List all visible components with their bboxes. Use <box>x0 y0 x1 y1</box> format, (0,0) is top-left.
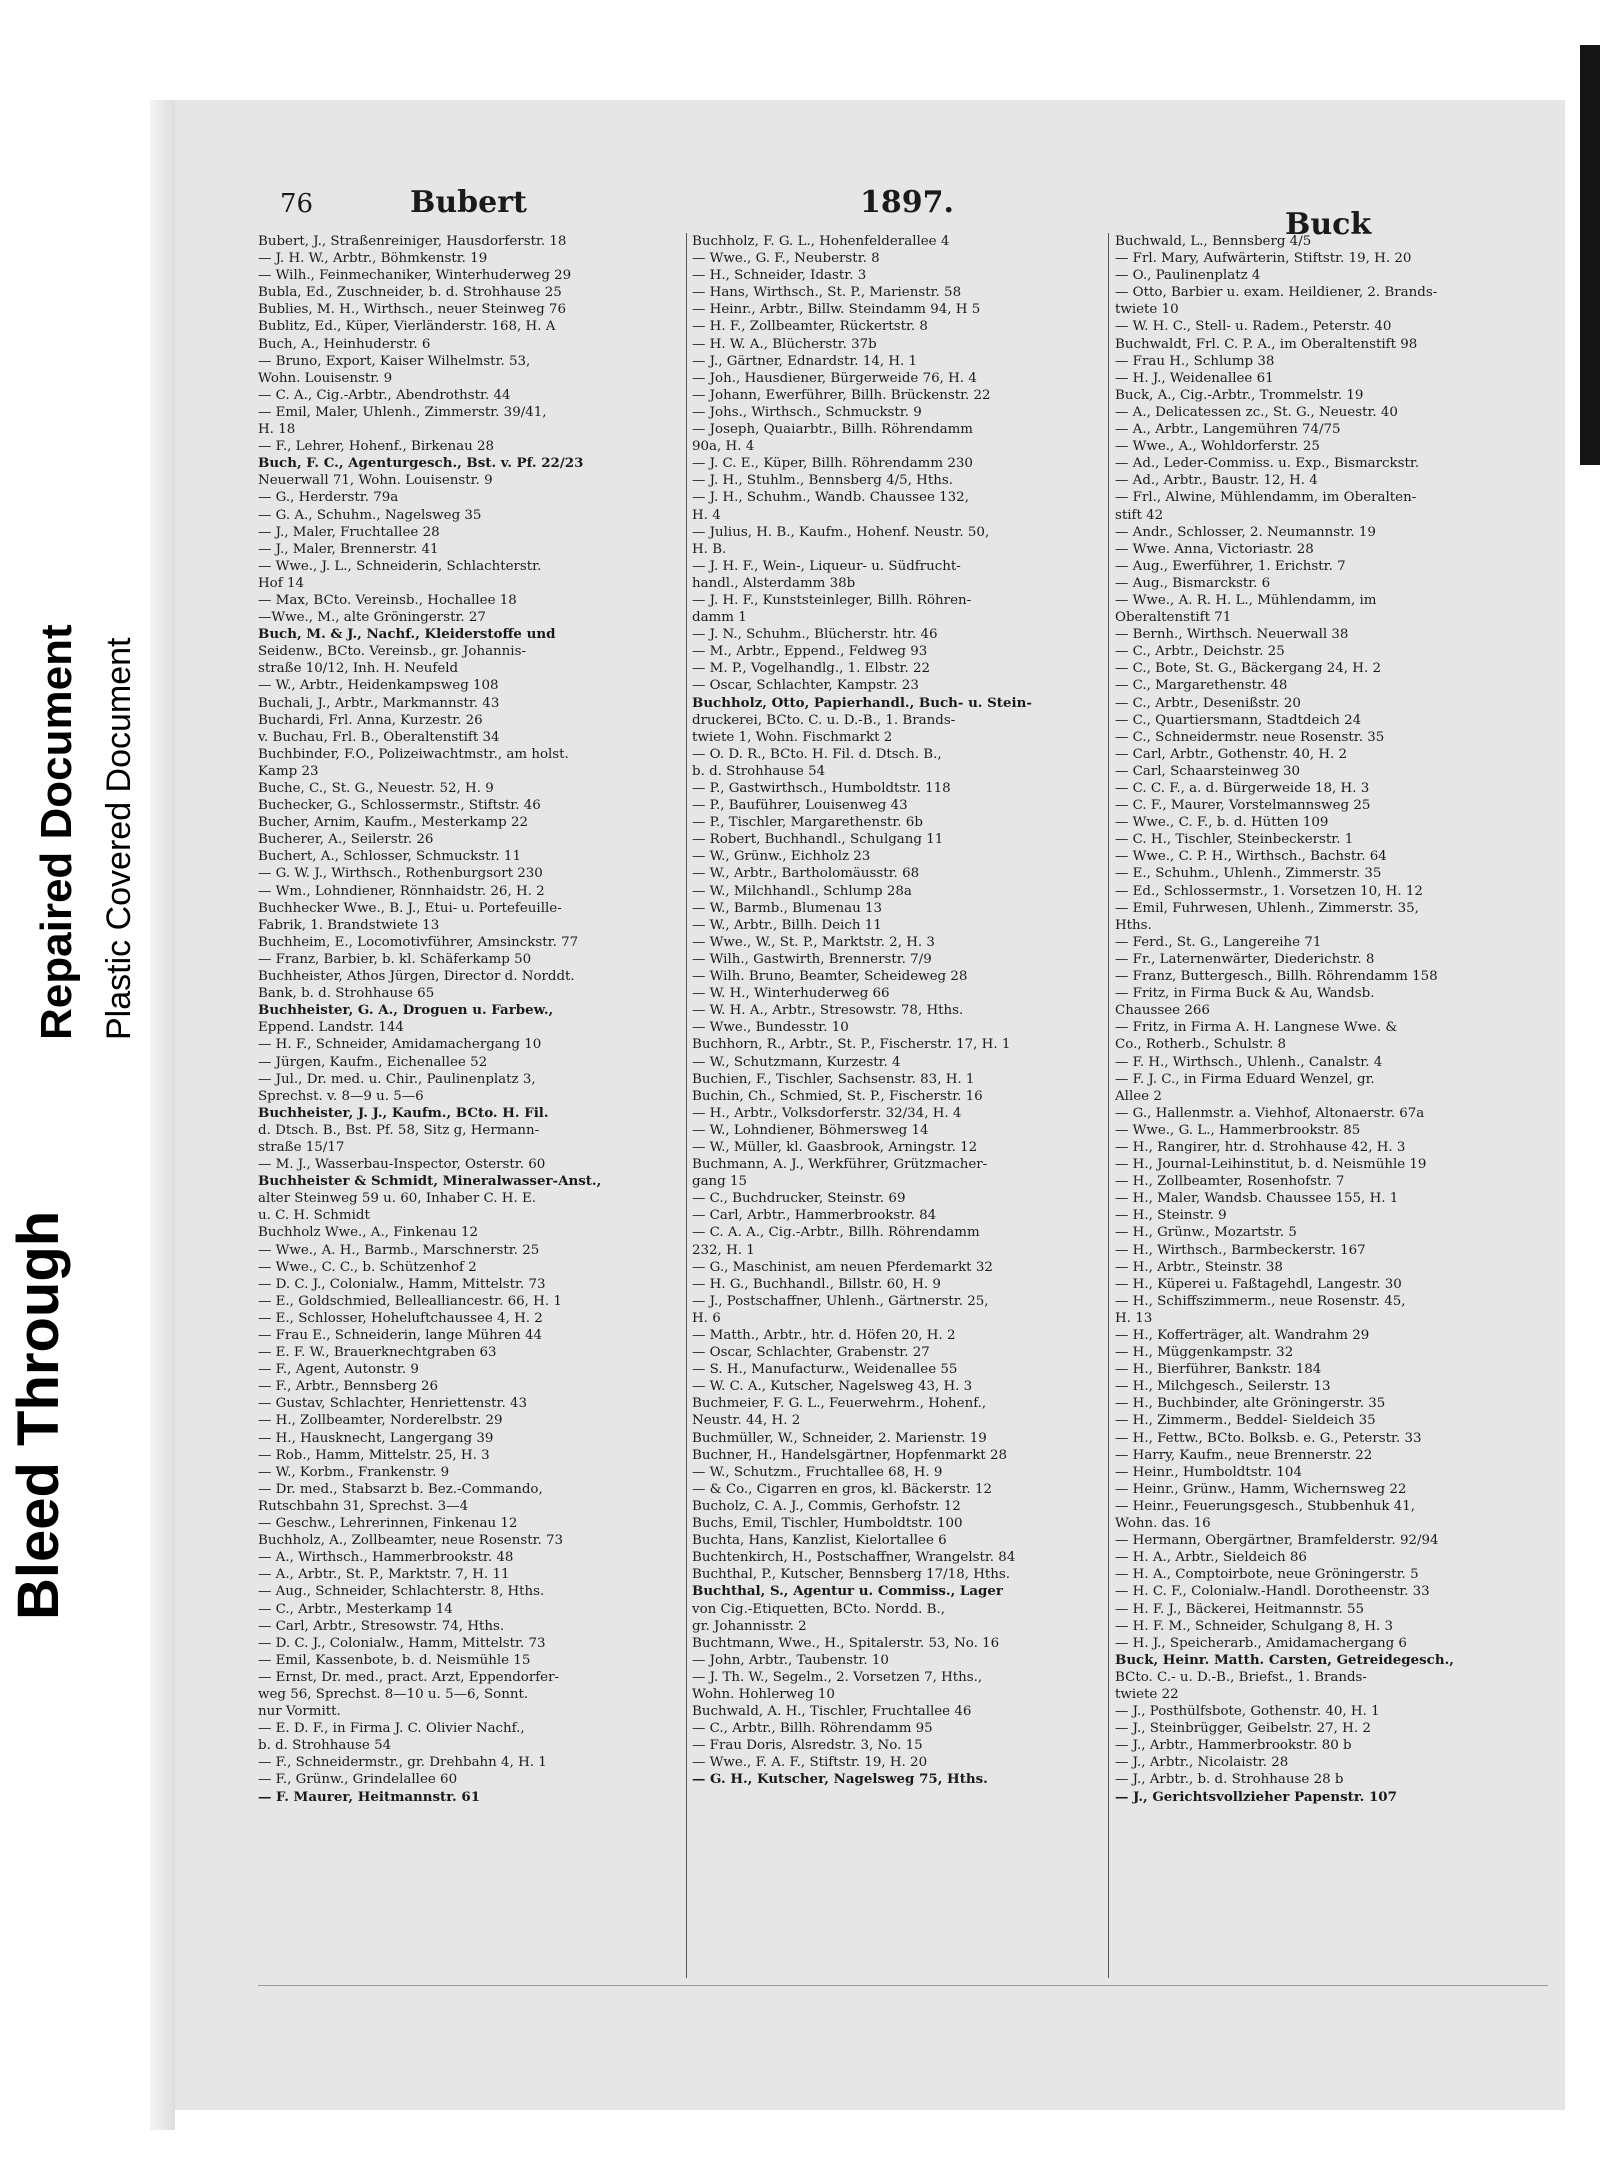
directory-entry: d. Dtsch. B., Bst. Pf. 58, Sitz g, Hermann- <box>258 1122 540 1138</box>
directory-entry: — W., Lohndiener, Böhmersweg 14 <box>692 1122 929 1138</box>
directory-entry: — F., Grünw., Grindelallee 60 <box>258 1772 458 1788</box>
directory-entry: — Emil, Maler, Uhlenh., Zimmerstr. 39/41, <box>258 404 547 420</box>
directory-entry: — S. H., Manufacturw., Weidenallee 55 <box>692 1362 958 1378</box>
directory-entry: — W., Schutzmann, Kurzestr. 4 <box>692 1054 901 1070</box>
directory-entry: — P., Bauführer, Louisenweg 43 <box>692 798 908 814</box>
directory-entry: — M. P., Vogelhandlg., 1. Elbstr. 22 <box>692 661 931 677</box>
column-right <box>1115 233 1545 1806</box>
directory-entry: — Wwe., C. P. H., Wirthsch., Bachstr. 64 <box>1115 849 1387 865</box>
directory-entry: — Wwe. Anna, Victoriastr. 28 <box>1115 541 1314 557</box>
directory-entry: — J., Gerichtsvollzieher Papenstr. 107 <box>1115 1788 1397 1805</box>
directory-entry: — E., Schlosser, Hoheluftchaussee 4, H. 2 <box>258 1310 543 1326</box>
directory-entry: Bublies, M. H., Wirthsch., neuer Steinweg 76 <box>258 302 566 318</box>
directory-entry: — H. C. F., Colonialw.-Handl. Dorotheenstr. 33 <box>1115 1584 1430 1600</box>
directory-entry: — M. J., Wasserbau-Inspector, Osterstr. 60 <box>258 1157 546 1173</box>
directory-entry: Kamp 23 <box>258 763 319 779</box>
directory-entry: Neustr. 44, H. 2 <box>692 1413 801 1429</box>
directory-entry: — Oscar, Schlachter, Kampstr. 23 <box>692 678 919 694</box>
directory-entry: druckerei, BCto. C. u. D.-B., 1. Brands- <box>692 712 956 728</box>
directory-entry: — W. H. C., Stell- u. Radem., Peterstr. 40 <box>1115 319 1392 335</box>
directory-entry: — G. A., Schuhm., Nagelsweg 35 <box>258 507 482 523</box>
directory-entry: b. d. Strohhause 54 <box>258 1738 392 1754</box>
directory-entry: — H., Wirthsch., Barmbeckerstr. 167 <box>1115 1242 1366 1258</box>
directory-entry: Wohn. Louisenstr. 9 <box>258 370 393 386</box>
directory-entry: — Bernh., Wirthsch. Neuerwall 38 <box>1115 627 1349 643</box>
directory-entry: — F., Schneidermstr., gr. Drehbahn 4, H. 1 <box>258 1755 547 1771</box>
directory-entry: H. 13 <box>1115 1310 1153 1326</box>
directory-entry: Buchhecker Wwe., B. J., Etui- u. Portefeuille- <box>258 900 562 916</box>
directory-entry: H. 4 <box>692 507 721 523</box>
directory-entry: — W., Schutzm., Fruchtallee 68, H. 9 <box>692 1464 943 1480</box>
directory-entry: straße 10/12, Inh. H. Neufeld <box>258 661 459 677</box>
directory-entry: — H., Schiffszimmerm., neue Rosenstr. 45, <box>1115 1293 1406 1309</box>
directory-entry: v. Buchau, Frl. B., Oberaltenstift 34 <box>258 729 500 745</box>
directory-entry: — Oscar, Schlachter, Grabenstr. 27 <box>692 1345 930 1361</box>
directory-entry: — H. A., Arbtr., Sieldeich 86 <box>1115 1550 1307 1566</box>
directory-entry: — Heinr., Humboldtstr. 104 <box>1115 1464 1302 1480</box>
directory-entry: —Wwe., M., alte Gröningerstr. 27 <box>258 610 486 626</box>
directory-entry: — Emil, Fuhrwesen, Uhlenh., Zimmerstr. 35, <box>1115 900 1419 916</box>
directory-entry: — H., Buchbinder, alte Gröningerstr. 35 <box>1115 1396 1386 1412</box>
directory-entry: — H., Rangirer, htr. d. Strohhause 42, H. 3 <box>1115 1139 1406 1155</box>
directory-entry: Buchmeier, F. G. L., Feuerwehrm., Hohenf., <box>692 1396 987 1412</box>
directory-entry: — Aug., Schneider, Schlachterstr. 8, Hths. <box>258 1584 545 1600</box>
directory-entry: — H., Steinstr. 9 <box>1115 1208 1227 1224</box>
directory-entry: — H. J., Weidenallee 61 <box>1115 370 1274 386</box>
directory-entry: — H., Milchgesch., Seilerstr. 13 <box>1115 1379 1331 1395</box>
directory-entry: — Heinr., Feuerungsgesch., Stubbenhuk 41, <box>1115 1498 1416 1514</box>
directory-entry: — Fritz, in Firma Buck & Au, Wandsb. <box>1115 986 1375 1002</box>
bottom-rule <box>258 1985 1548 1986</box>
directory-entry: — J. H. F., Kunststeinleger, Billh. Röhren- <box>692 592 972 608</box>
directory-entry: — H. F. J., Bäckerei, Heitmannstr. 55 <box>1115 1601 1365 1617</box>
directory-entry: Buchner, H., Handelsgärtner, Hopfenmarkt 28 <box>692 1447 1007 1463</box>
directory-entry: — H. A., Comptoirbote, neue Gröningerstr. 5 <box>1115 1567 1419 1583</box>
directory-entry: — Wilh., Gastwirth, Brennerstr. 7/9 <box>692 951 932 967</box>
directory-entry: Eppend. Landstr. 144 <box>258 1020 404 1036</box>
directory-entry: Bublitz, Ed., Küper, Vierländerstr. 168, H. A <box>258 319 556 335</box>
directory-entry: — Frau Doris, Alsredstr. 3, No. 15 <box>692 1738 923 1754</box>
directory-entry: Buck, A., Cig.-Arbtr., Trommelstr. 19 <box>1115 387 1364 403</box>
directory-entry: alter Steinweg 59 u. 60, Inhaber C. H. E. <box>258 1191 536 1207</box>
directory-entry: — Gustav, Schlachter, Henriettenstr. 43 <box>258 1396 528 1412</box>
year-heading: 1897. <box>860 185 954 220</box>
directory-entry: Buchien, F., Tischler, Sachsenstr. 83, H. 1 <box>692 1071 975 1087</box>
directory-entry: — Wwe., G. F., Neuberstr. 8 <box>692 251 880 267</box>
directory-entry: — Ferd., St. G., Langereihe 71 <box>1115 934 1322 950</box>
directory-entry: — E. F. W., Brauerknechtgraben 63 <box>258 1345 497 1361</box>
directory-entry: Buchheister, Athos Jürgen, Director d. Norddt. <box>258 969 575 985</box>
directory-entry: Buchwald, L., Bennsberg 4/5 <box>1115 234 1312 249</box>
directory-entry: Bucher, Arnim, Kaufm., Mesterkamp 22 <box>258 815 529 831</box>
directory-entry: — Geschw., Lehrerinnen, Finkenau 12 <box>258 1516 518 1532</box>
directory-entry: Bucholz, C. A. J., Commis, Gerhofstr. 12 <box>692 1498 961 1514</box>
directory-entry: — W., Barmb., Blumenau 13 <box>692 900 882 916</box>
directory-entry: — W., Arbtr., Billh. Deich 11 <box>692 917 882 933</box>
directory-entry: Buchecker, G., Schlossermstr., Stiftstr. 46 <box>258 798 541 814</box>
directory-entry: Buchholz, A., Zollbeamter, neue Rosenstr. 73 <box>258 1533 564 1549</box>
directory-entry: twiete 10 <box>1115 302 1179 318</box>
column-divider <box>1108 233 1109 1978</box>
directory-entry: — J. H., Stuhlm., Bennsberg 4/5, Hths. <box>692 473 953 489</box>
directory-entry: — Carl, Schaarsteinweg 30 <box>1115 763 1301 779</box>
directory-entry: Co., Rotherb., Schulstr. 8 <box>1115 1037 1287 1053</box>
directory-entry: — H., Zollbeamter, Rosenhofstr. 7 <box>1115 1174 1345 1190</box>
directory-entry: — Wwe., C. C., b. Schützenhof 2 <box>258 1259 477 1275</box>
directory-entry: Buchbinder, F.O., Polizeiwachtmstr., am holst. <box>258 746 569 762</box>
directory-entry: — H., Zimmerm., Beddel- Sieldeich 35 <box>1115 1413 1376 1429</box>
directory-entry: — Wwe., A. R. H. L., Mühlendamm, im <box>1115 592 1377 608</box>
directory-entry: — D. C. J., Colonialw., Hamm, Mittelstr. 73 <box>258 1635 546 1651</box>
directory-entry: — C., Arbtr., Deichstr. 25 <box>1115 644 1285 660</box>
directory-entry: — C. A., Cig.-Arbtr., Abendrothstr. 44 <box>258 387 511 403</box>
directory-entry: — C., Arbtr., Mesterkamp 14 <box>258 1601 453 1617</box>
directory-entry: Buchtmann, Wwe., H., Spitalerstr. 53, No. 16 <box>692 1635 1000 1651</box>
stamp-plastic-covered: Plastic Covered Document <box>100 637 138 1040</box>
directory-entry: — H., Arbtr., Steinstr. 38 <box>1115 1259 1283 1275</box>
directory-entry: Buchheister, G. A., Droguen u. Farbew., <box>258 1002 554 1019</box>
directory-entry: — Fritz, in Firma A. H. Langnese Wwe. & <box>1115 1020 1398 1036</box>
directory-entry: — Hermann, Obergärtner, Bramfelderstr. 92/94 <box>1115 1533 1439 1549</box>
directory-entry: — W., Korbm., Frankenstr. 9 <box>258 1464 450 1480</box>
directory-entry: — C., Bote, St. G., Bäckergang 24, H. 2 <box>1115 661 1381 677</box>
directory-entry: Hths. <box>1115 917 1152 933</box>
directory-entry: H. 18 <box>258 422 296 438</box>
directory-entry: — Wwe., J. L., Schneiderin, Schlachterstr. <box>258 558 542 574</box>
directory-entry: Bucherer, A., Seilerstr. 26 <box>258 832 434 848</box>
directory-entry: — J., Arbtr., Nicolaistr. 28 <box>1115 1755 1289 1771</box>
directory-entry: straße 15/17 <box>258 1139 345 1155</box>
column-divider <box>686 233 687 1978</box>
directory-entry: — Hans, Wirthsch., St. P., Marienstr. 58 <box>692 285 962 301</box>
right-keyword: Buck <box>1285 207 1372 242</box>
directory-entry: — W., Müller, kl. Gaasbrook, Arningstr. 12 <box>692 1139 978 1155</box>
directory-entry: — H., Fettw., BCto. Bolksb. e. G., Peterstr. 33 <box>1115 1430 1422 1446</box>
directory-entry: — J., Maler, Brennerstr. 41 <box>258 541 439 557</box>
directory-entry: — H. W. A., Blücherstr. 37b <box>692 336 877 352</box>
page-number: 76 <box>280 189 314 219</box>
directory-entry: — J., Maler, Fruchtallee 28 <box>258 524 440 540</box>
left-keyword: Bubert <box>410 185 527 220</box>
directory-entry: — Emil, Kassenbote, b. d. Neismühle 15 <box>258 1652 531 1668</box>
directory-entry: — H., Grünw., Mozartstr. 5 <box>1115 1225 1297 1241</box>
directory-entry: Bubla, Ed., Zuschneider, b. d. Strohhause 25 <box>258 285 562 301</box>
page-shadow <box>150 100 175 2130</box>
directory-entry: Buchtenkirch, H., Postschaffner, Wrangelstr. 84 <box>692 1550 1016 1566</box>
directory-entry: — Wwe., A., Wohldorferstr. 25 <box>1115 439 1320 455</box>
directory-entry: — H., Hausknecht, Langergang 39 <box>258 1430 494 1446</box>
directory-entry: — E., Goldschmied, Bellealliancestr. 66, H. 1 <box>258 1293 562 1309</box>
directory-entry: Buck, Heinr. Matth. Carsten, Getreidegesch., <box>1115 1651 1454 1668</box>
directory-entry: — Aug., Ewerführer, 1. Erichstr. 7 <box>1115 558 1346 574</box>
directory-entry: — Julius, H. B., Kaufm., Hohenf. Neustr. 50, <box>692 524 990 540</box>
directory-entry: — Wwe., C. F., b. d. Hütten 109 <box>1115 815 1329 831</box>
directory-entry: — G., Herderstr. 79a <box>258 490 399 506</box>
directory-entry: Buchta, Hans, Kanzlist, Kielortallee 6 <box>692 1533 947 1549</box>
directory-entry: — J. H. F., Wein-, Liqueur- u. Südfrucht- <box>692 558 961 574</box>
directory-entry: Sprechst. v. 8—9 u. 5—6 <box>258 1088 424 1104</box>
directory-entry: — H. J., Speicherarb., Amidamachergang 6 <box>1115 1635 1407 1651</box>
directory-entry: Buchheim, E., Locomotivführer, Amsinckstr. 77 <box>258 934 579 950</box>
directory-entry: — J., Gärtner, Ednardstr. 14, H. 1 <box>692 353 918 369</box>
directory-entry: — W., Milchhandl., Schlump 28a <box>692 883 912 899</box>
directory-entry: — A., Delicatessen zc., St. G., Neuestr. 40 <box>1115 404 1398 420</box>
directory-entry: — Wwe., W., St. P., Marktstr. 2, H. 3 <box>692 934 935 950</box>
directory-entry: — Carl, Arbtr., Gothenstr. 40, H. 2 <box>1115 746 1348 762</box>
directory-entry: twiete 1, Wohn. Fischmarkt 2 <box>692 729 893 745</box>
directory-entry: — Heinr., Grünw., Hamm, Wichernsweg 22 <box>1115 1481 1407 1497</box>
directory-entry: 90a, H. 4 <box>692 439 755 455</box>
directory-entry: — Bruno, Export, Kaiser Wilhelmstr. 53, <box>258 353 531 369</box>
directory-entry: — H. F., Zollbeamter, Rückertstr. 8 <box>692 319 928 335</box>
directory-entry: — F., Agent, Autonstr. 9 <box>258 1362 419 1378</box>
directory-entry: — Frl. Mary, Aufwärterin, Stiftstr. 19, H. 20 <box>1115 251 1412 267</box>
directory-entry: b. d. Strohhause 54 <box>692 763 826 779</box>
directory-entry: Bubert, J., Straßenreiniger, Hausdorferstr. 18 <box>258 234 567 249</box>
directory-entry: Seidenw., BCto. Vereinsb., gr. Johannis- <box>258 644 526 660</box>
directory-entry: H. 6 <box>692 1310 721 1326</box>
directory-entry: Wohn. das. 16 <box>1115 1516 1211 1532</box>
directory-entry: — J. C. E., Küper, Billh. Röhrendamm 230 <box>692 456 973 472</box>
directory-entry: — G. H., Kutscher, Nagelsweg 75, Hths. <box>692 1771 988 1788</box>
directory-entry: — H., Journal-Leihinstitut, b. d. Neismühle 19 <box>1115 1157 1427 1173</box>
directory-entry: — Aug., Bismarckstr. 6 <box>1115 575 1271 591</box>
directory-entry: Buchin, Ch., Schmied, St. P., Fischerstr. 16 <box>692 1088 983 1104</box>
directory-entry: Neuerwall 71, Wohn. Louisenstr. 9 <box>258 473 493 489</box>
directory-entry: — Harry, Kaufm., neue Brennerstr. 22 <box>1115 1447 1373 1463</box>
directory-entry: — C. A. A., Cig.-Arbtr., Billh. Röhrendamm <box>692 1225 980 1241</box>
directory-entry: Buchmüller, W., Schneider, 2. Marienstr. 19 <box>692 1430 987 1446</box>
directory-entry: — H., Bierführer, Bankstr. 184 <box>1115 1362 1322 1378</box>
directory-entry: — C. H., Tischler, Steinbeckerstr. 1 <box>1115 832 1354 848</box>
directory-entry: nur Vormitt. <box>258 1704 341 1720</box>
directory-entry: — Wilh., Feinmechaniker, Winterhuderweg 29 <box>258 268 572 284</box>
directory-entry: — & Co., Cigarren en gros, kl. Bäckerstr. 12 <box>692 1481 992 1497</box>
directory-entry: — C., Arbtr., Billh. Röhrendamm 95 <box>692 1721 933 1737</box>
directory-entry: — Frau E., Schneiderin, lange Mühren 44 <box>258 1328 543 1343</box>
directory-entry: — A., Arbtr., St. P., Marktstr. 7, H. 11 <box>258 1567 510 1583</box>
directory-entry: — A., Arbtr., Langemühren 74/75 <box>1115 422 1341 438</box>
directory-entry: — Joseph, Quaiarbtr., Billh. Röhrendamm <box>692 422 973 438</box>
directory-entry: — H. F. M., Schneider, Schulgang 8, H. 3 <box>1115 1618 1394 1634</box>
directory-entry: Buch, F. C., Agenturgesch., Bst. v. Pf. 22/23 <box>258 455 584 472</box>
directory-entry: — H. G., Buchhandl., Billstr. 60, H. 9 <box>692 1276 941 1292</box>
directory-entry: — G., Hallenmstr. a. Viehhof, Altonaerstr. 67a <box>1115 1105 1425 1121</box>
directory-entry: — J. Th. W., Segelm., 2. Vorsetzen 7, Hths., <box>692 1669 983 1685</box>
directory-entry: Buchmann, A. J., Werkführer, Grützmacher- <box>692 1157 988 1173</box>
directory-entry: damm 1 <box>692 610 747 626</box>
directory-entry: — Frl., Alwine, Mühlendamm, im Oberalten- <box>1115 490 1417 506</box>
directory-entry: — J., Posthülfsbote, Gothenstr. 40, H. 1 <box>1115 1704 1380 1720</box>
directory-entry: — Franz, Barbier, b. kl. Schäferkamp 50 <box>258 951 532 967</box>
directory-entry: — Wwe., Bundesstr. 10 <box>692 1020 849 1036</box>
directory-entry: — W. C. A., Kutscher, Nagelsweg 43, H. 3 <box>692 1379 973 1395</box>
directory-entry: Buchheister, J. J., Kaufm., BCto. H. Fil. <box>258 1104 549 1121</box>
directory-entry: 232, H. 1 <box>692 1242 755 1258</box>
directory-entry: — A., Wirthsch., Hammerbrookstr. 48 <box>258 1550 514 1566</box>
directory-entry: — M., Arbtr., Eppend., Feldweg 93 <box>692 644 928 660</box>
directory-entry: Buche, C., St. G., Neuestr. 52, H. 9 <box>258 781 494 796</box>
directory-entry: — F. J. C., in Firma Eduard Wenzel, gr. <box>1115 1071 1375 1087</box>
directory-entry: Buchthal, P., Kutscher, Bennsberg 17/18, Hths. <box>692 1567 1011 1583</box>
directory-entry: — F., Lehrer, Hohenf., Birkenau 28 <box>258 439 495 455</box>
directory-entry: gr. Johannisstr. 2 <box>692 1618 807 1634</box>
directory-entry: — C., Arbtr., Desenißstr. 20 <box>1115 695 1301 711</box>
directory-entry: — Wilh. Bruno, Beamter, Scheideweg 28 <box>692 969 968 985</box>
directory-entry: Buch, M. & J., Nachf., Kleiderstoffe und <box>258 626 556 643</box>
directory-entry: Chaussee 266 <box>1115 1003 1210 1019</box>
directory-entry: — Wwe., F. A. F., Stiftstr. 19, H. 20 <box>692 1755 928 1771</box>
directory-entry: Buchheister & Schmidt, Mineralwasser-Anst., <box>258 1173 602 1190</box>
directory-entry: — C., Margarethenstr. 48 <box>1115 678 1288 694</box>
directory-entry: Buchardi, Frl. Anna, Kurzestr. 26 <box>258 712 483 728</box>
directory-entry: — J., Arbtr., b. d. Strohhause 28 b <box>1115 1772 1344 1788</box>
directory-entry: — Jul., Dr. med. u. Chir., Paulinenplatz 3, <box>258 1071 536 1087</box>
directory-entry: — H. F., Schneider, Amidamachergang 10 <box>258 1037 542 1053</box>
directory-entry: — Joh., Hausdiener, Bürgerweide 76, H. 4 <box>692 370 977 386</box>
directory-entry: — O. D. R., BCto. H. Fil. d. Dtsch. B., <box>692 746 942 762</box>
directory-entry: — Wm., Lohndiener, Rönnhaidstr. 26, H. 2 <box>258 883 545 899</box>
column-left <box>258 233 673 1806</box>
directory-entry: — H., Kofferträger, alt. Wandrahm 29 <box>1115 1328 1370 1343</box>
directory-entry: Buchs, Emil, Tischler, Humboldtstr. 100 <box>692 1516 963 1532</box>
scan-edge <box>1580 45 1600 465</box>
directory-entry: gang 15 <box>692 1174 748 1190</box>
column-middle <box>692 233 1107 1789</box>
directory-entry: Buchhorn, R., Arbtr., St. P., Fischerstr. 17, H. 1 <box>692 1037 1011 1053</box>
directory-entry: — Andr., Schlosser, 2. Neumannstr. 19 <box>1115 524 1376 540</box>
directory-entry: — P., Gastwirthsch., Humboldtstr. 118 <box>692 781 951 796</box>
directory-entry: — Johann, Ewerführer, Billh. Brückenstr. 22 <box>692 387 991 403</box>
directory-entry: — W. H. A., Arbtr., Stresowstr. 78, Hths. <box>692 1003 964 1019</box>
directory-entry: — C., Schneidermstr. neue Rosenstr. 35 <box>1115 729 1385 745</box>
directory-entry: — Dr. med., Stabsarzt b. Bez.-Commando, <box>258 1481 543 1497</box>
directory-entry: u. C. H. Schmidt <box>258 1208 370 1224</box>
directory-entry: BCto. C.- u. D.-B., Briefst., 1. Brands- <box>1115 1669 1367 1685</box>
directory-entry: — F. Maurer, Heitmannstr. 61 <box>258 1788 481 1805</box>
directory-entry: Bank, b. d. Strohhause 65 <box>258 986 435 1002</box>
directory-entry: — Ad., Arbtr., Baustr. 12, H. 4 <box>1115 473 1318 489</box>
directory-entry: — P., Tischler, Margarethenstr. 6b <box>692 815 923 831</box>
directory-entry: — G. W. J., Wirthsch., Rothenburgsort 230 <box>258 866 543 882</box>
directory-entry: Buchwaldt, Frl. C. P. A., im Oberaltenstift 98 <box>1115 336 1418 352</box>
directory-entry: Buchert, A., Schlosser, Schmuckstr. 11 <box>258 849 521 865</box>
directory-entry: — Franz, Buttergesch., Billh. Röhrendamm 158 <box>1115 969 1438 985</box>
directory-entry: — John, Arbtr., Taubenstr. 10 <box>692 1652 889 1668</box>
directory-entry: — Ad., Leder-Commiss. u. Exp., Bismarckstr. <box>1115 456 1420 472</box>
directory-entry: Rutschbahn 31, Sprechst. 3—4 <box>258 1498 469 1514</box>
directory-entry: Buchali, J., Arbtr., Markmannstr. 43 <box>258 695 500 711</box>
directory-entry: — Otto, Barbier u. exam. Heildiener, 2. Brands- <box>1115 285 1438 301</box>
directory-entry: — J., Postschaffner, Uhlenh., Gärtnerstr. 25, <box>692 1293 989 1309</box>
directory-entry: — H., Küperei u. Faßtagehdl, Langestr. 30 <box>1115 1276 1402 1292</box>
directory-entry: — G., Maschinist, am neuen Pferdemarkt 32 <box>692 1259 993 1275</box>
directory-entry: — H., Müggenkampstr. 32 <box>1115 1345 1294 1361</box>
directory-entry: handl., Alsterdamm 38b <box>692 575 856 591</box>
directory-entry: — C., Buchdrucker, Steinstr. 69 <box>692 1191 906 1207</box>
directory-entry: — J., Steinbrügger, Geibelstr. 27, H. 2 <box>1115 1721 1371 1737</box>
directory-entry: Allee 2 <box>1115 1088 1162 1104</box>
directory-entry: — W., Arbtr., Bartholomäusstr. 68 <box>692 866 920 882</box>
directory-entry: — W., Arbtr., Heidenkampsweg 108 <box>258 678 499 694</box>
directory-entry: Oberaltenstift 71 <box>1115 610 1232 626</box>
directory-entry: — Carl, Arbtr., Stresowstr. 74, Hths. <box>258 1618 505 1634</box>
directory-entry: Wohn. Hohlerweg 10 <box>692 1686 835 1702</box>
directory-entry: Buchholz, Otto, Papierhandl., Buch- u. Stein- <box>692 694 1032 711</box>
directory-entry: H. B. <box>692 541 727 557</box>
directory-entry: — Fr., Laternenwärter, Diederichstr. 8 <box>1115 951 1375 967</box>
directory-entry: Fabrik, 1. Brandstwiete 13 <box>258 917 440 933</box>
directory-entry: — Robert, Buchhandl., Schulgang 11 <box>692 832 944 848</box>
directory-entry: — C. F., Maurer, Vorstelmannsweg 25 <box>1115 798 1371 814</box>
directory-entry: — J. H., Schuhm., Wandb. Chaussee 132, <box>692 490 969 506</box>
directory-entry: von Cig.-Etiquetten, BCto. Nordd. B., <box>692 1601 946 1617</box>
directory-entry: — E. D. F., in Firma J. C. Olivier Nachf., <box>258 1721 525 1737</box>
directory-entry: Buchwald, A. H., Tischler, Fruchtallee 46 <box>692 1704 972 1720</box>
directory-entry: — H., Maler, Wandsb. Chaussee 155, H. 1 <box>1115 1191 1399 1207</box>
directory-entry: — Heinr., Arbtr., Billw. Steindamm 94, H 5 <box>692 302 981 318</box>
directory-entry: — J., Arbtr., Hammerbrookstr. 80 b <box>1115 1738 1352 1754</box>
directory-entry: — Wwe., A. H., Barmb., Marschnerstr. 25 <box>258 1242 540 1258</box>
directory-entry: — Ed., Schlossermstr., 1. Vorsetzen 10, H. 12 <box>1115 883 1423 899</box>
stamp-repaired-document: Repaired Document <box>32 624 81 1040</box>
directory-entry: Buchholz, F. G. L., Hohenfelderallee 4 <box>692 234 950 249</box>
directory-entry: — J. H. W., Arbtr., Böhmkenstr. 19 <box>258 251 488 267</box>
directory-entry: — D. C. J., Colonialw., Hamm, Mittelstr. 73 <box>258 1276 546 1292</box>
directory-entry: Buchthal, S., Agentur u. Commiss., Lager <box>692 1583 1003 1600</box>
directory-entry: — C., Quartiersmann, Stadtdeich 24 <box>1115 712 1362 728</box>
directory-entry: — Frau H., Schlump 38 <box>1115 353 1275 369</box>
directory-entry: — O., Paulinenplatz 4 <box>1115 268 1261 284</box>
directory-entry: — Ernst, Dr. med., pract. Arzt, Eppendorfer- <box>258 1669 560 1685</box>
directory-entry: — H., Schneider, Idastr. 3 <box>692 268 867 284</box>
directory-entry: — F., Arbtr., Bennsberg 26 <box>258 1379 438 1395</box>
directory-entry: weg 56, Sprechst. 8—10 u. 5—6, Sonnt. <box>258 1686 529 1702</box>
directory-entry: — E., Schuhm., Uhlenh., Zimmerstr. 35 <box>1115 866 1382 882</box>
directory-entry: — Rob., Hamm, Mittelstr. 25, H. 3 <box>258 1447 490 1463</box>
directory-entry: — F. H., Wirthsch., Uhlenh., Canalstr. 4 <box>1115 1054 1383 1070</box>
directory-entry: — Carl, Arbtr., Hammerbrookstr. 84 <box>692 1208 937 1224</box>
directory-entry: stift 42 <box>1115 507 1164 523</box>
directory-entry: — Max, BCto. Vereinsb., Hochallee 18 <box>258 592 517 608</box>
directory-entry: Hof 14 <box>258 575 304 591</box>
stamp-bleed-through: Bleed Through <box>6 1210 71 1620</box>
directory-entry: twiete 22 <box>1115 1686 1179 1702</box>
directory-entry: — W., Grünw., Eichholz 23 <box>692 849 871 865</box>
directory-entry: — C. C. F., a. d. Bürgerweide 18, H. 3 <box>1115 781 1370 796</box>
directory-entry: Buch, A., Heinhuderstr. 6 <box>258 336 431 352</box>
directory-entry: — Wwe., G. L., Hammerbrookstr. 85 <box>1115 1122 1361 1138</box>
directory-entry: — H., Arbtr., Volksdorferstr. 32/34, H. 4 <box>692 1105 962 1121</box>
directory-entry: — H., Zollbeamter, Norderelbstr. 29 <box>258 1413 503 1429</box>
directory-entry: Buchholz Wwe., A., Finkenau 12 <box>258 1225 478 1241</box>
directory-entry: — Jürgen, Kaufm., Eichenallee 52 <box>258 1054 488 1070</box>
directory-entry: — Johs., Wirthsch., Schmuckstr. 9 <box>692 404 922 420</box>
directory-entry: — Matth., Arbtr., htr. d. Höfen 20, H. 2 <box>692 1328 956 1343</box>
directory-entry: — W. H., Winterhuderweg 66 <box>692 986 890 1002</box>
directory-entry: — J. N., Schuhm., Blücherstr. htr. 46 <box>692 627 938 643</box>
